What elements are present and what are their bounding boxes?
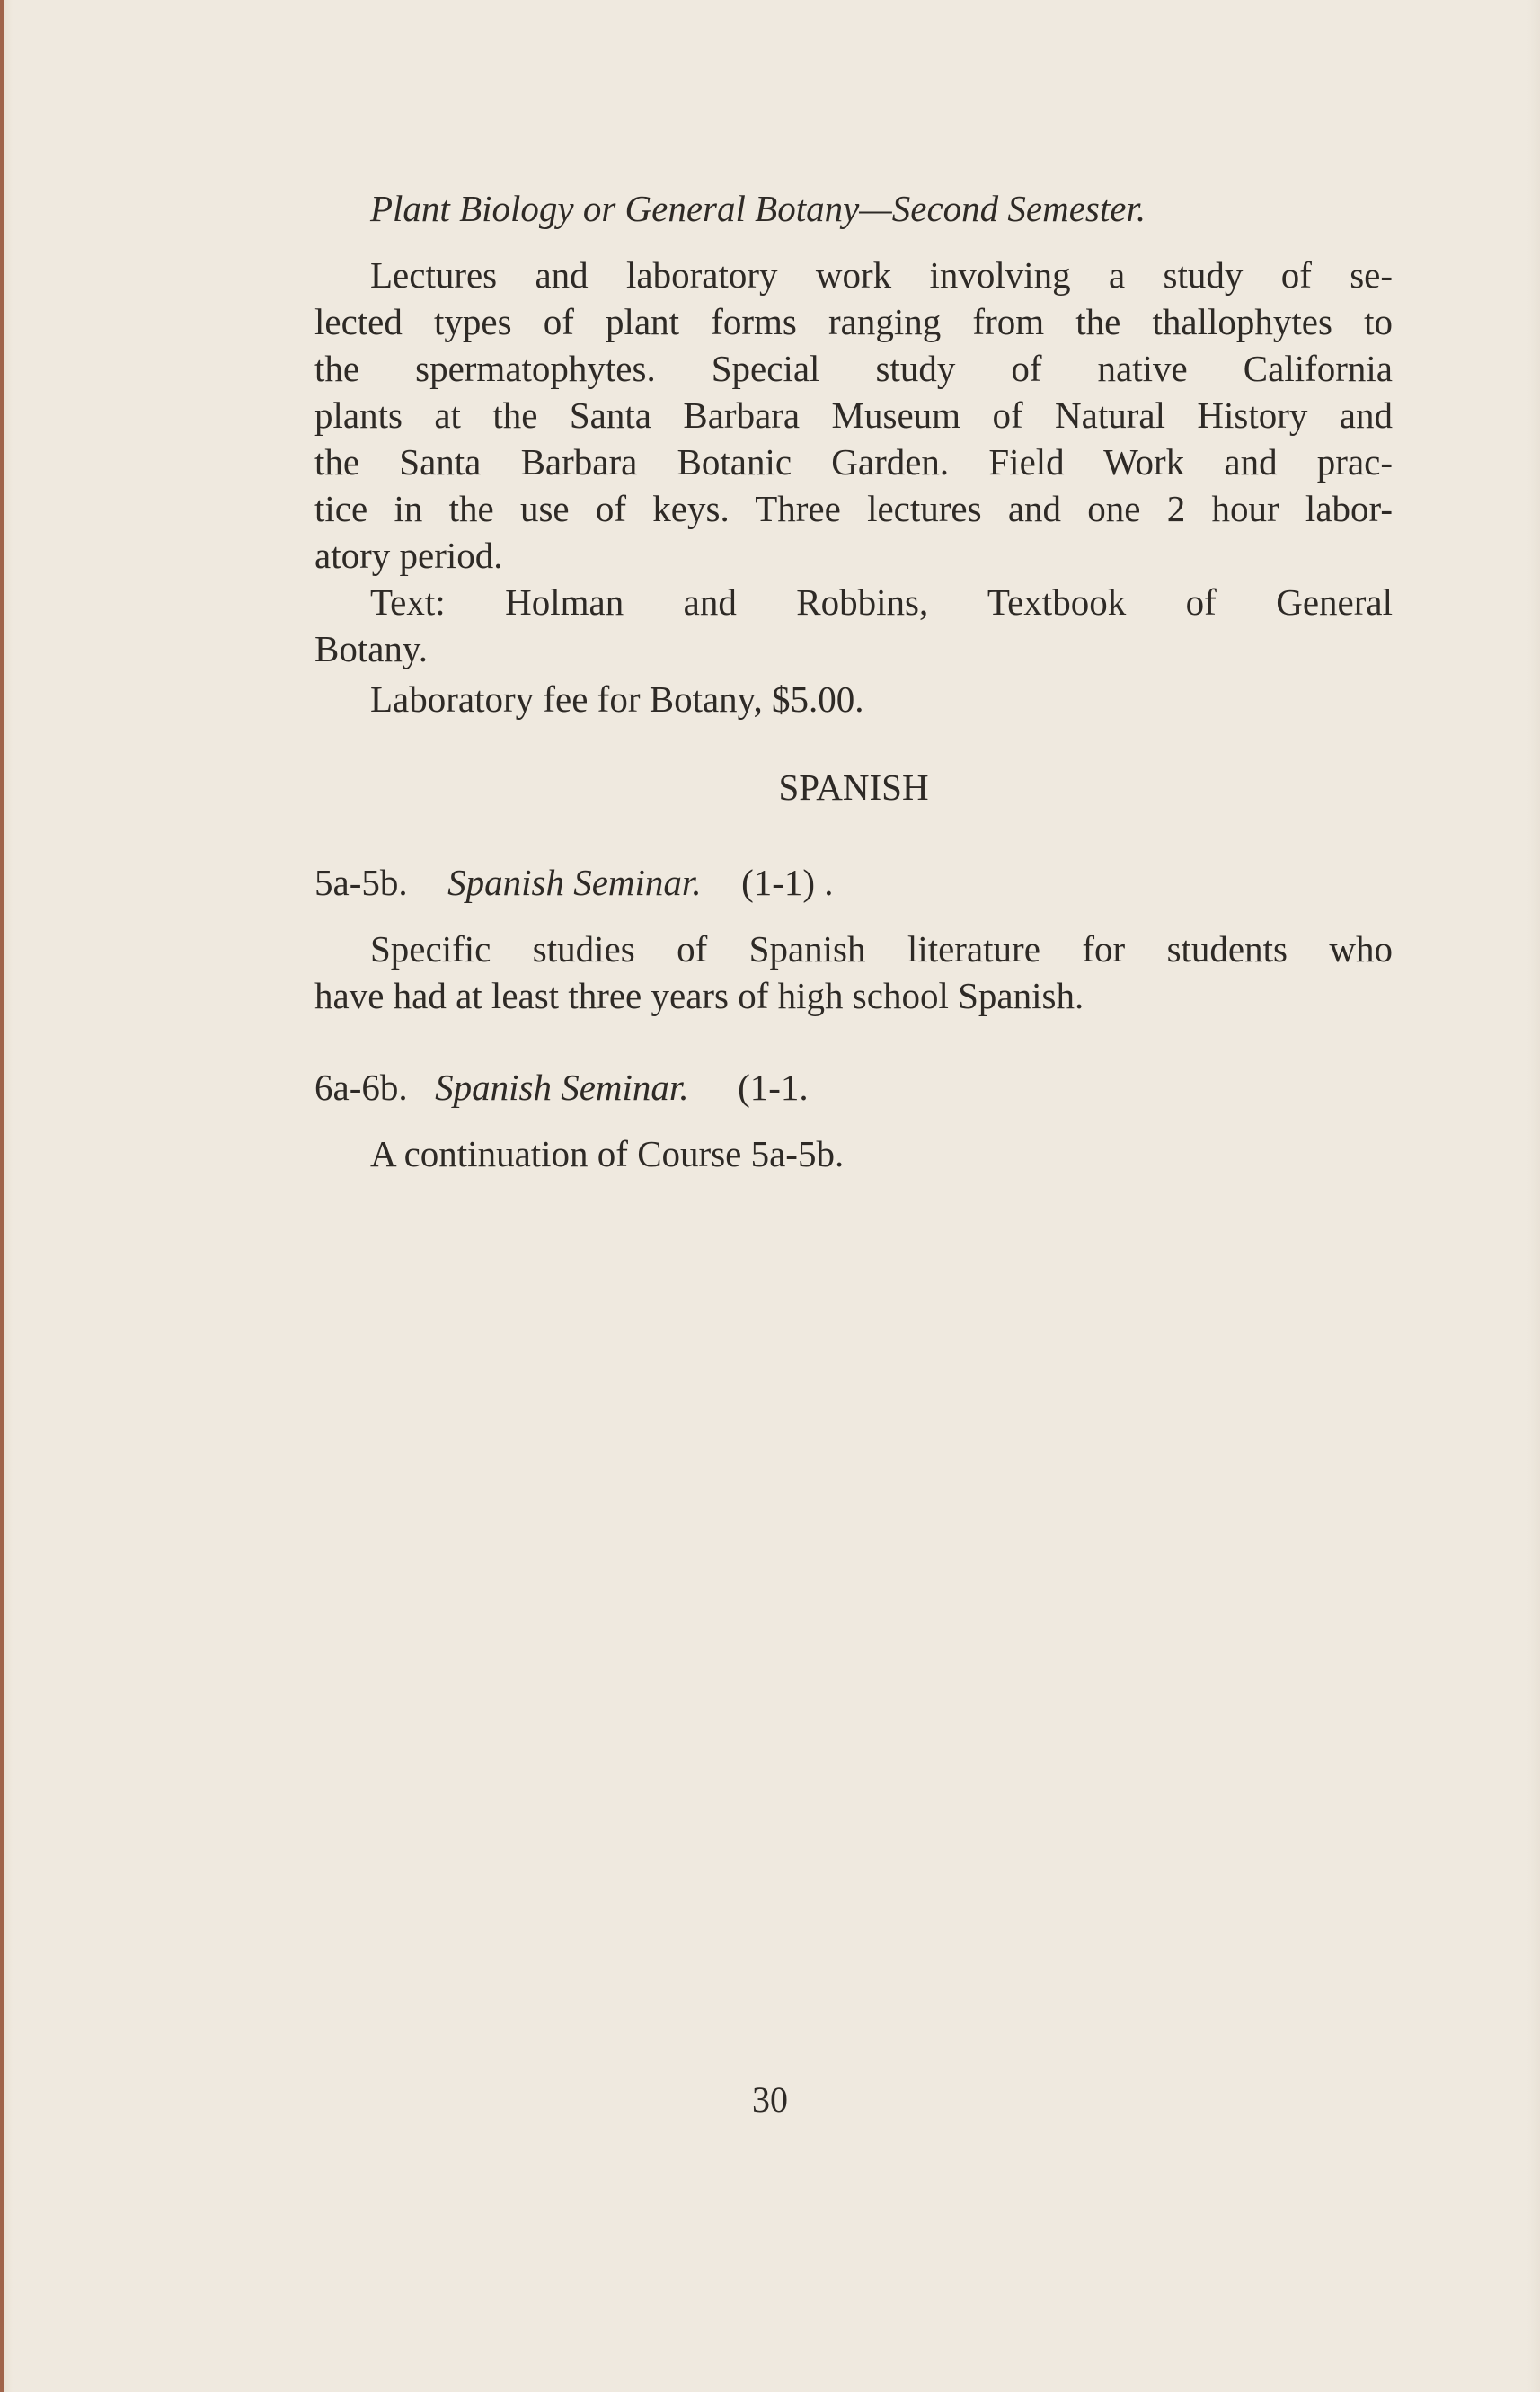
paragraph-line: Lectures and laboratory work involving a study of se-	[370, 254, 1393, 296]
page-number: 30	[752, 2079, 788, 2120]
section-title-spanish: SPANISH	[778, 766, 929, 808]
course-name: Spanish Seminar.	[447, 862, 702, 903]
paragraph-line: atory period.	[314, 535, 503, 576]
course-description-line: Specific studies of Spanish literature for students who	[370, 928, 1393, 970]
course-units: (1-1.	[738, 1067, 809, 1108]
course-name: Spanish Seminar.	[435, 1067, 689, 1108]
course-description-line: have had at least three years of high school Spanish.	[314, 975, 1084, 1016]
course-description-line: A continuation of Course 5a-5b.	[370, 1133, 845, 1174]
course-heading	[314, 859, 1393, 906]
lab-fee-line: Laboratory fee for Botany, $5.00.	[370, 678, 864, 720]
course-number: 5a-5b.	[314, 862, 408, 903]
paragraph-line: the spermatophytes. Special study of native California	[314, 348, 1393, 389]
book-spine-edge	[0, 0, 4, 2392]
course-heading	[314, 1064, 1393, 1111]
paragraph-line: tice in the use of keys. Three lectures and one 2 hour labor-	[314, 488, 1393, 529]
textbook-line: Text: Holman and Robbins, Textbook of General	[370, 581, 1393, 623]
paragraph-line: lected types of plant forms ranging from the thallophytes to	[314, 301, 1393, 342]
textbook-line: Botany.	[314, 628, 429, 669]
paragraph-line: plants at the Santa Barbara Museum of Natural History and	[314, 394, 1393, 436]
paragraph-line: the Santa Barbara Botanic Garden. Field Work and prac-	[314, 441, 1393, 483]
course-units: (1-1) .	[741, 862, 834, 903]
course-number: 6a-6b.	[314, 1067, 408, 1108]
section-heading-plant-biology: Plant Biology or General Botany—Second Semester.	[370, 188, 1146, 229]
